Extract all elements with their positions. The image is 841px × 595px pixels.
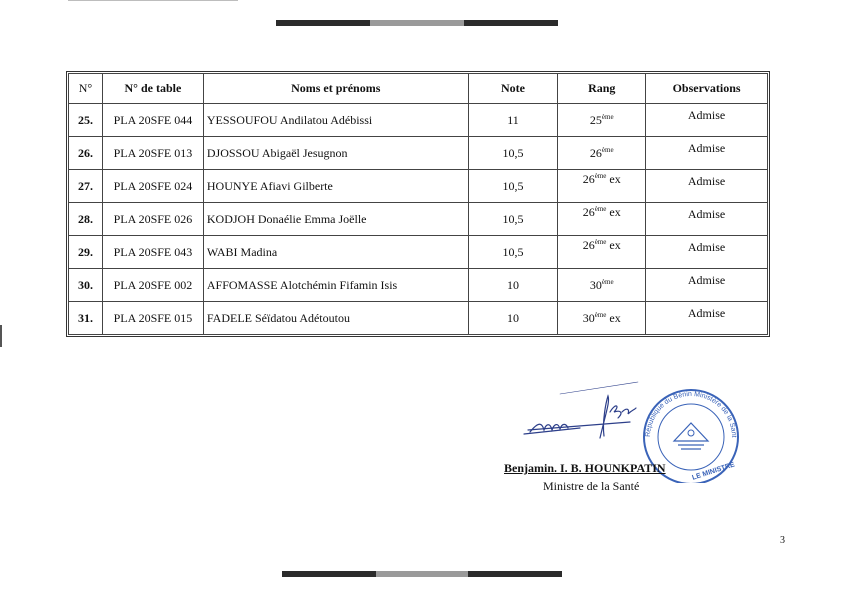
bar-segment-dark: [282, 571, 376, 577]
page-number: 3: [780, 535, 785, 546]
signatory-title: Ministre de la Santé: [543, 479, 640, 493]
handwritten-signature: [520, 372, 640, 442]
rank-superscript: ème: [594, 237, 607, 246]
row-number: 26.: [69, 137, 103, 170]
row-note: 10,5: [468, 170, 558, 203]
scan-edge-mark: [0, 325, 2, 347]
rank-suffix: ex: [606, 237, 621, 252]
row-table-number: PLA 20SFE 044: [102, 104, 203, 137]
row-number: 28.: [69, 203, 103, 236]
row-number: 29.: [69, 236, 103, 269]
rank-suffix: ex: [606, 171, 621, 186]
row-note: 10: [468, 269, 558, 302]
row-rank: [558, 104, 646, 137]
row-rank: [558, 302, 646, 335]
rank-superscript: ème: [601, 145, 614, 154]
stamp-center-text: LE MINISTRE: [691, 461, 736, 482]
row-observation: Admise: [646, 302, 768, 335]
row-full-name: WABI Madina: [203, 236, 468, 269]
rank-superscript: ème: [594, 310, 607, 319]
row-table-number: PLA 20SFE 015: [102, 302, 203, 335]
rank-value: 30: [582, 310, 595, 325]
stamp-circular-text: République du Bénin Ministère de la Sant: [644, 390, 738, 438]
bar-segment-dark: [276, 20, 370, 26]
table-row: [69, 137, 768, 170]
rank-value: 26: [582, 237, 595, 252]
row-observation: Admise: [646, 203, 768, 236]
row-number: 27.: [69, 170, 103, 203]
row-table-number: PLA 20SFE 043: [102, 236, 203, 269]
table-row: [69, 236, 768, 269]
rank-value: 26: [582, 204, 595, 219]
row-observation: Admise: [646, 104, 768, 137]
rank-superscript: ème: [594, 171, 607, 180]
footer-decorative-bar: [282, 571, 562, 577]
col-header-number: N°: [69, 74, 103, 104]
row-observation: Admise: [646, 236, 768, 269]
table-row: [69, 269, 768, 302]
rank-value: 26: [589, 145, 602, 160]
row-observation: Admise: [646, 137, 768, 170]
row-table-number: PLA 20SFE 013: [102, 137, 203, 170]
table-header-row: [69, 74, 768, 104]
header-decorative-bar: [276, 20, 558, 26]
row-note: 10,5: [468, 137, 558, 170]
row-number: 25.: [69, 104, 103, 137]
row-full-name: KODJOH Donaélie Emma Joëlle: [203, 203, 468, 236]
row-full-name: AFFOMASSE Alotchémin Fifamin Isis: [203, 269, 468, 302]
top-edge-line: [68, 0, 238, 1]
svg-text:République du Bénin Ministère: [636, 385, 737, 438]
row-note: 10,5: [468, 203, 558, 236]
bar-segment-grey: [370, 20, 464, 26]
row-rank: [558, 203, 646, 236]
rank-superscript: ème: [601, 112, 614, 121]
bar-segment-dark: [464, 20, 558, 26]
row-rank: [558, 170, 646, 203]
col-header-observations: Observations: [646, 74, 768, 104]
col-header-rank: Rang: [558, 74, 646, 104]
row-number: 31.: [69, 302, 103, 335]
table-row: [69, 203, 768, 236]
table-row: [69, 170, 768, 203]
col-header-names: Noms et prénoms: [203, 74, 468, 104]
col-header-note: Note: [468, 74, 558, 104]
rank-value: 25: [589, 112, 602, 127]
table-row: [69, 104, 768, 137]
rank-superscript: ème: [601, 277, 614, 286]
row-full-name: HOUNYE Afiavi Gilberte: [203, 170, 468, 203]
official-stamp: [636, 385, 746, 483]
rank-superscript: ème: [594, 204, 607, 213]
row-table-number: PLA 20SFE 024: [102, 170, 203, 203]
bar-segment-grey: [376, 571, 468, 577]
row-note: 10: [468, 302, 558, 335]
row-full-name: YESSOUFOU Andilatou Adébissi: [203, 104, 468, 137]
rank-value: 30: [589, 277, 602, 292]
row-observation: Admise: [646, 269, 768, 302]
table-row: [69, 302, 768, 335]
row-rank: [558, 236, 646, 269]
col-header-table-number: N° de table: [102, 74, 203, 104]
row-rank: [558, 137, 646, 170]
row-full-name: FADELE Séïdatou Adétoutou: [203, 302, 468, 335]
rank-value: 26: [582, 171, 595, 186]
row-table-number: PLA 20SFE 026: [102, 203, 203, 236]
row-number: 30.: [69, 269, 103, 302]
bar-segment-dark: [468, 571, 562, 577]
row-full-name: DJOSSOU Abigaël Jesugnon: [203, 137, 468, 170]
rank-suffix: ex: [606, 204, 621, 219]
row-rank: [558, 269, 646, 302]
row-note: 11: [468, 104, 558, 137]
results-table: [68, 73, 768, 335]
rank-suffix: ex: [606, 310, 621, 325]
table-body: [69, 104, 768, 335]
row-table-number: PLA 20SFE 002: [102, 269, 203, 302]
row-note: 10,5: [468, 236, 558, 269]
row-observation: Admise: [646, 170, 768, 203]
signatory-name: Benjamin. I. B. HOUNKPATIN: [504, 461, 666, 475]
